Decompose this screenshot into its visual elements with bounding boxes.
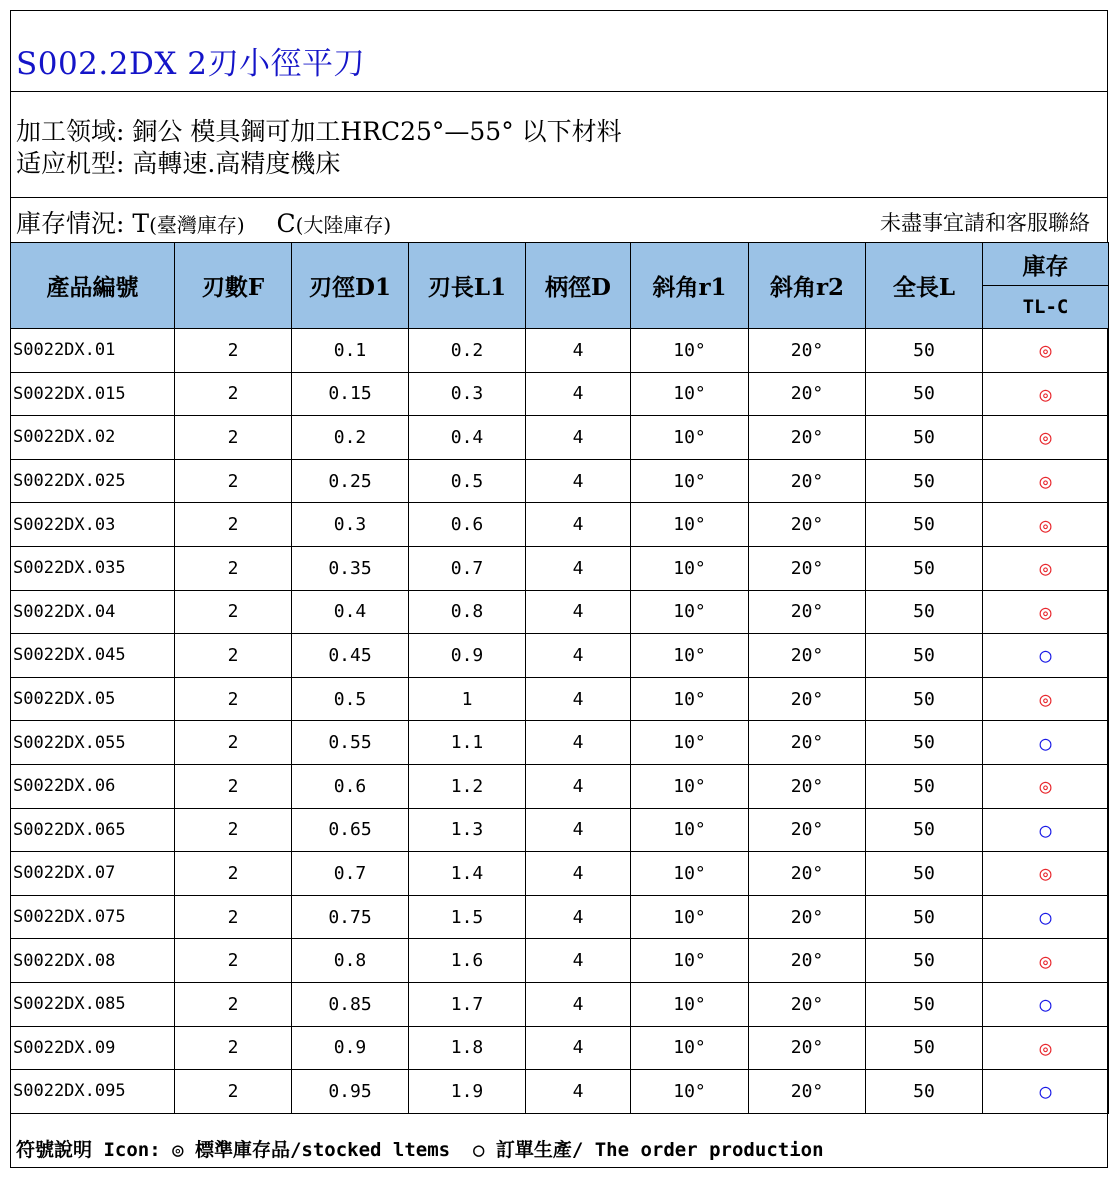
cell-flutes: 2: [175, 372, 292, 416]
header-shank-d: 柄徑D: [526, 243, 631, 329]
cell-flutes: 2: [175, 416, 292, 460]
header-diameter-d1: 刃徑D1: [292, 243, 409, 329]
cell-flutes: 2: [175, 329, 292, 373]
cell-angle-r2: 20°: [749, 459, 866, 503]
cell-diameter-d1: 0.75: [292, 895, 409, 939]
cell-stock: [983, 939, 1109, 983]
table-row: [11, 459, 1109, 503]
cell-diameter-d1: 0.6: [292, 764, 409, 808]
cell-length-l1: 1: [409, 677, 526, 721]
stock-c-text: (大陸庫存): [295, 213, 392, 237]
cell-shank-d: 4: [526, 546, 631, 590]
stock-label: 庫存情況:: [16, 209, 133, 238]
cell-diameter-d1: 0.5: [292, 677, 409, 721]
table-row: [11, 764, 1109, 808]
cell-product-code: S0022DX.03: [11, 503, 175, 547]
cell-product-code: S0022DX.09: [11, 1026, 175, 1070]
cell-product-code: S0022DX.015: [11, 372, 175, 416]
cell-diameter-d1: 0.45: [292, 634, 409, 678]
table-row: [11, 1026, 1109, 1070]
cell-flutes: 2: [175, 677, 292, 721]
cell-overall-length: 50: [866, 546, 983, 590]
cell-overall-length: 50: [866, 590, 983, 634]
header-angle-r2: 斜角r2: [749, 243, 866, 329]
cell-stock: [983, 1070, 1109, 1114]
cell-length-l1: 0.6: [409, 503, 526, 547]
stocked-icon: ◎: [1039, 861, 1052, 886]
cell-shank-d: 4: [526, 721, 631, 765]
cell-angle-r1: 10°: [631, 982, 749, 1026]
cell-shank-d: 4: [526, 590, 631, 634]
table-row: [11, 721, 1109, 765]
cell-overall-length: 50: [866, 764, 983, 808]
header-flutes: 刃數F: [175, 243, 292, 329]
cell-product-code: S0022DX.085: [11, 982, 175, 1026]
table-row: [11, 808, 1109, 852]
cell-shank-d: 4: [526, 677, 631, 721]
cell-diameter-d1: 0.35: [292, 546, 409, 590]
stock-legend: [16, 204, 391, 240]
cell-angle-r2: 20°: [749, 939, 866, 983]
cell-length-l1: 1.4: [409, 852, 526, 896]
cell-stock: [983, 459, 1109, 503]
cell-diameter-d1: 0.2: [292, 416, 409, 460]
cell-length-l1: 1.9: [409, 1070, 526, 1114]
cell-stock: [983, 590, 1109, 634]
cell-diameter-d1: 0.7: [292, 852, 409, 896]
title-row: [10, 10, 1108, 92]
cell-angle-r1: 10°: [631, 546, 749, 590]
cell-length-l1: 1.1: [409, 721, 526, 765]
cell-diameter-d1: 0.25: [292, 459, 409, 503]
header-stock: 庫存: [983, 243, 1109, 286]
cell-flutes: 2: [175, 764, 292, 808]
stocked-icon: ◎: [1039, 338, 1052, 363]
table-row: [11, 1070, 1109, 1114]
cell-diameter-d1: 0.1: [292, 329, 409, 373]
cell-angle-r1: 10°: [631, 1026, 749, 1070]
stocked-icon: ◎: [1039, 425, 1052, 450]
cell-shank-d: 4: [526, 982, 631, 1026]
cell-diameter-d1: 0.15: [292, 372, 409, 416]
stocked-icon: ◎: [1039, 687, 1052, 712]
cell-overall-length: 50: [866, 372, 983, 416]
cell-angle-r1: 10°: [631, 1070, 749, 1114]
cell-angle-r1: 10°: [631, 895, 749, 939]
cell-overall-length: 50: [866, 852, 983, 896]
cell-length-l1: 0.4: [409, 416, 526, 460]
order-production-icon: ○: [1039, 817, 1052, 842]
cell-angle-r1: 10°: [631, 590, 749, 634]
cell-stock: [983, 808, 1109, 852]
stocked-icon: ◎: [1039, 774, 1052, 799]
cell-angle-r1: 10°: [631, 808, 749, 852]
cell-shank-d: 4: [526, 1070, 631, 1114]
cell-diameter-d1: 0.95: [292, 1070, 409, 1114]
info-section: [10, 92, 1108, 198]
header-product-code: 產品編號: [11, 243, 175, 329]
cell-shank-d: 4: [526, 416, 631, 460]
cell-angle-r2: 20°: [749, 546, 866, 590]
cell-stock: [983, 852, 1109, 896]
cell-angle-r2: 20°: [749, 808, 866, 852]
cell-stock: [983, 982, 1109, 1026]
cell-product-code: S0022DX.035: [11, 546, 175, 590]
table-row: [11, 677, 1109, 721]
order-production-icon: ○: [1039, 730, 1052, 755]
cell-length-l1: 1.8: [409, 1026, 526, 1070]
cell-shank-d: 4: [526, 895, 631, 939]
cell-shank-d: 4: [526, 808, 631, 852]
cell-flutes: 2: [175, 546, 292, 590]
cell-diameter-d1: 0.8: [292, 939, 409, 983]
cell-angle-r2: 20°: [749, 1070, 866, 1114]
stocked-icon: ◎: [1039, 1035, 1052, 1060]
cell-overall-length: 50: [866, 808, 983, 852]
cell-overall-length: 50: [866, 939, 983, 983]
cell-overall-length: 50: [866, 329, 983, 373]
order-production-icon: ○: [1039, 992, 1052, 1017]
cell-angle-r1: 10°: [631, 677, 749, 721]
cell-shank-d: 4: [526, 372, 631, 416]
cell-length-l1: 0.3: [409, 372, 526, 416]
cell-product-code: S0022DX.05: [11, 677, 175, 721]
cell-product-code: S0022DX.065: [11, 808, 175, 852]
cell-angle-r2: 20°: [749, 677, 866, 721]
cell-angle-r1: 10°: [631, 852, 749, 896]
header-stock-sub: TL-C: [983, 286, 1109, 329]
legend-text: 符號說明 Icon: ◎ 標準庫存品/stocked ltems ○ 訂單生產/ The order production: [16, 1139, 824, 1161]
stocked-icon: ◎: [1039, 599, 1052, 624]
cell-product-code: S0022DX.04: [11, 590, 175, 634]
cell-flutes: 2: [175, 459, 292, 503]
cell-angle-r1: 10°: [631, 764, 749, 808]
order-production-icon: ○: [1039, 643, 1052, 668]
stocked-icon: ◎: [1039, 512, 1052, 537]
cell-flutes: 2: [175, 503, 292, 547]
table-row: [11, 329, 1109, 373]
cell-angle-r2: 20°: [749, 590, 866, 634]
cell-flutes: 2: [175, 1070, 292, 1114]
page-title: S002.2DX 2刃小徑平刀: [16, 46, 365, 82]
cell-flutes: 2: [175, 939, 292, 983]
cell-product-code: S0022DX.07: [11, 852, 175, 896]
cell-product-code: S0022DX.025: [11, 459, 175, 503]
stocked-icon: ◎: [1039, 556, 1052, 581]
cell-stock: [983, 416, 1109, 460]
cell-angle-r1: 10°: [631, 372, 749, 416]
cell-length-l1: 1.5: [409, 895, 526, 939]
cell-product-code: S0022DX.08: [11, 939, 175, 983]
table-row: [11, 416, 1109, 460]
cell-flutes: 2: [175, 721, 292, 765]
cell-product-code: S0022DX.075: [11, 895, 175, 939]
product-table: [10, 242, 1109, 1114]
cell-stock: [983, 372, 1109, 416]
cell-flutes: 2: [175, 982, 292, 1026]
machine-type: 适应机型: 高轉速.高精度機床: [16, 149, 341, 178]
order-production-icon: ○: [1039, 1079, 1052, 1104]
cell-angle-r2: 20°: [749, 721, 866, 765]
cell-angle-r2: 20°: [749, 982, 866, 1026]
cell-flutes: 2: [175, 852, 292, 896]
cell-length-l1: 1.7: [409, 982, 526, 1026]
stocked-icon: ◎: [1039, 469, 1052, 494]
cell-diameter-d1: 0.4: [292, 590, 409, 634]
cell-stock: [983, 329, 1109, 373]
table-row: [11, 503, 1109, 547]
cell-stock: [983, 503, 1109, 547]
cell-angle-r1: 10°: [631, 416, 749, 460]
stock-info-row: [10, 198, 1108, 242]
cell-shank-d: 4: [526, 459, 631, 503]
cell-overall-length: 50: [866, 721, 983, 765]
cell-angle-r1: 10°: [631, 939, 749, 983]
legend-row: [10, 1125, 1108, 1168]
header-length-l1: 刃長L1: [409, 243, 526, 329]
cell-shank-d: 4: [526, 852, 631, 896]
cell-angle-r1: 10°: [631, 459, 749, 503]
cell-stock: [983, 764, 1109, 808]
cell-overall-length: 50: [866, 982, 983, 1026]
cell-stock: [983, 677, 1109, 721]
table-row: [11, 939, 1109, 983]
header-angle-r1: 斜角r1: [631, 243, 749, 329]
cell-shank-d: 4: [526, 939, 631, 983]
cell-length-l1: 0.2: [409, 329, 526, 373]
cell-angle-r2: 20°: [749, 634, 866, 678]
contact-note: 未盡事宜請和客服聯絡: [880, 211, 1090, 235]
stock-c-code: C: [276, 209, 296, 238]
cell-flutes: 2: [175, 808, 292, 852]
cell-overall-length: 50: [866, 459, 983, 503]
table-row: [11, 634, 1109, 678]
cell-product-code: S0022DX.055: [11, 721, 175, 765]
processing-field: 加工领域: 銅公 模具鋼可加工HRC25°—55° 以下材料: [16, 117, 622, 146]
cell-overall-length: 50: [866, 677, 983, 721]
stock-t-code: T: [132, 209, 150, 238]
cell-angle-r2: 20°: [749, 764, 866, 808]
cell-angle-r2: 20°: [749, 1026, 866, 1070]
cell-length-l1: 0.8: [409, 590, 526, 634]
cell-product-code: S0022DX.02: [11, 416, 175, 460]
cell-length-l1: 0.9: [409, 634, 526, 678]
cell-product-code: S0022DX.01: [11, 329, 175, 373]
stocked-icon: ◎: [1039, 948, 1052, 973]
cell-overall-length: 50: [866, 503, 983, 547]
cell-diameter-d1: 0.85: [292, 982, 409, 1026]
cell-product-code: S0022DX.045: [11, 634, 175, 678]
cell-diameter-d1: 0.65: [292, 808, 409, 852]
cell-angle-r1: 10°: [631, 634, 749, 678]
cell-shank-d: 4: [526, 634, 631, 678]
cell-stock: [983, 1026, 1109, 1070]
cell-overall-length: 50: [866, 895, 983, 939]
stock-t-text: (臺灣庫存): [149, 213, 245, 237]
cell-shank-d: 4: [526, 503, 631, 547]
table-row: [11, 546, 1109, 590]
cell-angle-r2: 20°: [749, 503, 866, 547]
table-row: [11, 895, 1109, 939]
cell-length-l1: 0.5: [409, 459, 526, 503]
cell-flutes: 2: [175, 590, 292, 634]
cell-angle-r2: 20°: [749, 416, 866, 460]
cell-length-l1: 1.3: [409, 808, 526, 852]
cell-length-l1: 1.6: [409, 939, 526, 983]
cell-overall-length: 50: [866, 634, 983, 678]
cell-angle-r1: 10°: [631, 503, 749, 547]
cell-angle-r2: 20°: [749, 852, 866, 896]
cell-angle-r2: 20°: [749, 329, 866, 373]
cell-overall-length: 50: [866, 416, 983, 460]
header-overall-length: 全長L: [866, 243, 983, 329]
table-row: [11, 590, 1109, 634]
cell-diameter-d1: 0.9: [292, 1026, 409, 1070]
cell-angle-r2: 20°: [749, 895, 866, 939]
cell-length-l1: 1.2: [409, 764, 526, 808]
cell-angle-r1: 10°: [631, 721, 749, 765]
cell-angle-r2: 20°: [749, 372, 866, 416]
cell-flutes: 2: [175, 895, 292, 939]
cell-flutes: 2: [175, 634, 292, 678]
cell-stock: [983, 721, 1109, 765]
cell-product-code: S0022DX.095: [11, 1070, 175, 1114]
cell-overall-length: 50: [866, 1026, 983, 1070]
cell-shank-d: 4: [526, 764, 631, 808]
table-row: [11, 982, 1109, 1026]
cell-diameter-d1: 0.55: [292, 721, 409, 765]
cell-diameter-d1: 0.3: [292, 503, 409, 547]
cell-length-l1: 0.7: [409, 546, 526, 590]
cell-shank-d: 4: [526, 329, 631, 373]
cell-stock: [983, 634, 1109, 678]
table-row: [11, 852, 1109, 896]
cell-stock: [983, 895, 1109, 939]
cell-overall-length: 50: [866, 1070, 983, 1114]
cell-angle-r1: 10°: [631, 329, 749, 373]
order-production-icon: ○: [1039, 905, 1052, 930]
cell-stock: [983, 546, 1109, 590]
cell-shank-d: 4: [526, 1026, 631, 1070]
table-row: [11, 372, 1109, 416]
cell-flutes: 2: [175, 1026, 292, 1070]
cell-product-code: S0022DX.06: [11, 764, 175, 808]
stocked-icon: ◎: [1039, 381, 1052, 406]
